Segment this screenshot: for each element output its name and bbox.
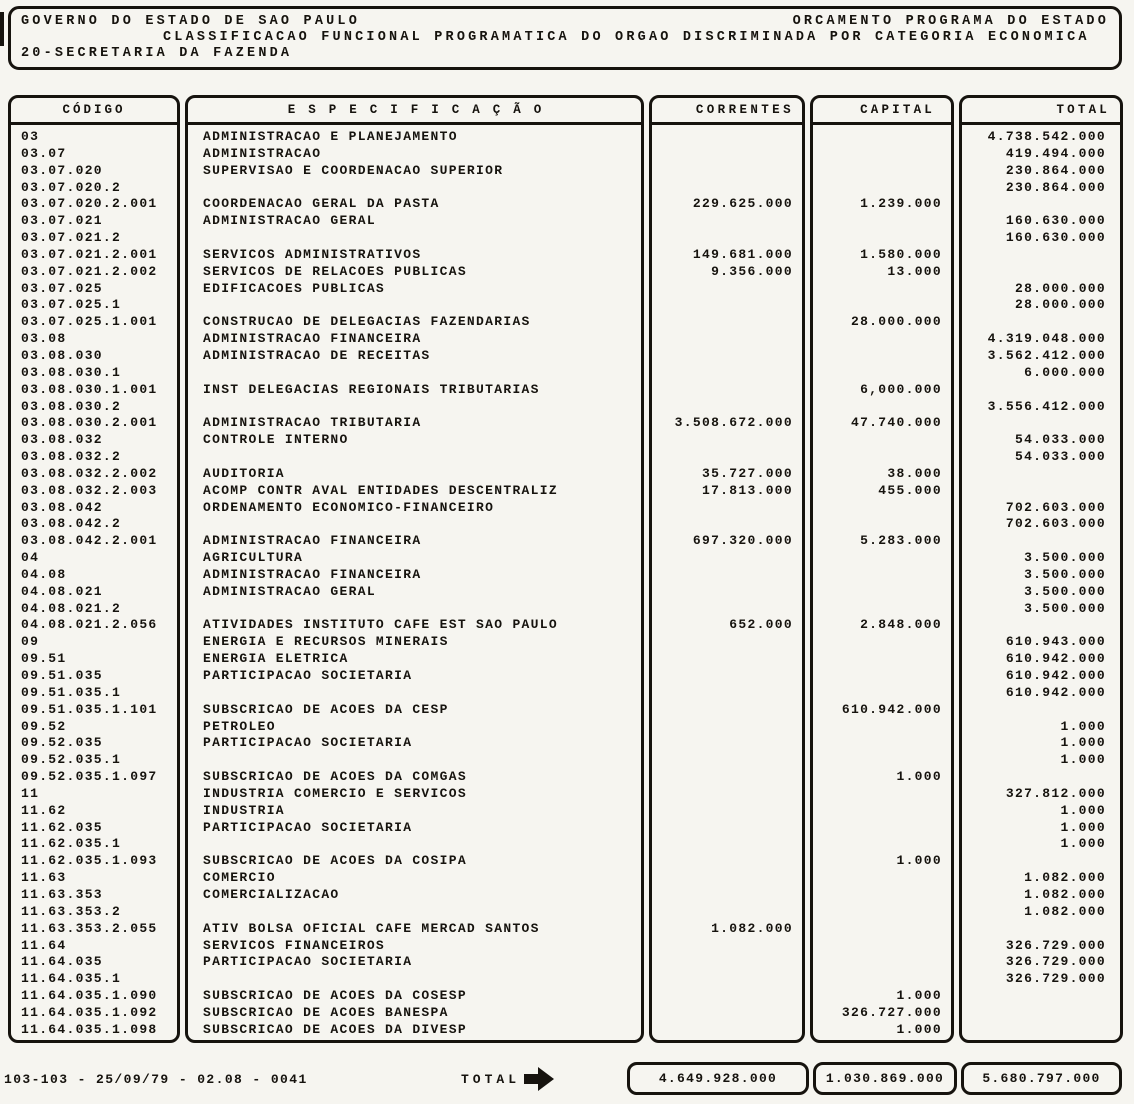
- table-cell-especificacao: [188, 904, 641, 921]
- table-cell-total: 702.603.000: [1005, 499, 1106, 515]
- table-cell-especificacao: ADMINISTRACAO GERAL: [203, 583, 376, 599]
- table-cell-especificacao: INDUSTRIA: [203, 802, 285, 818]
- table-cell-especificacao: [188, 180, 641, 197]
- table-cell-capital: [813, 348, 951, 365]
- table-cell-codigo: 03.08.030.1.001: [21, 381, 158, 397]
- grand-total-overall: 5.680.797.000: [961, 1062, 1122, 1095]
- table-cell-capital: [813, 146, 951, 163]
- document-subtitle: CLASSIFICACAO FUNCIONAL PROGRAMATICA DO ORGAO DISCRIMINADA POR CATEGORIA ECONOMICA: [163, 30, 1090, 45]
- table-cell-especificacao: [188, 836, 641, 853]
- table-cell-capital: 47.740.000: [850, 415, 942, 431]
- table-cell-codigo: 09.51.035.1: [21, 684, 122, 700]
- table-cell-correntes: [652, 230, 802, 247]
- column-header-especificacao: ESPECIFICAÇÃO: [188, 98, 641, 125]
- table-cell-total: 230.864.000: [1005, 179, 1106, 195]
- table-cell-especificacao: SERVICOS ADMINISTRATIVOS: [203, 246, 422, 262]
- table-cell-total: 28.000.000: [1014, 297, 1106, 313]
- table-cell-especificacao: [188, 365, 641, 382]
- table-cell-total: [962, 415, 1120, 432]
- grand-total-correntes: 4.649.928.000: [627, 1062, 809, 1095]
- table-cell-especificacao: SUBSCRICAO DE ACOES DA COSESP: [203, 988, 467, 1004]
- table-cell-especificacao: ADMINISTRACAO TRIBUTARIA: [203, 415, 422, 431]
- table-cell-especificacao: ATIV BOLSA OFICIAL CAFE MERCAD SANTOS: [203, 920, 540, 936]
- table-cell-total: 160.630.000: [1005, 213, 1106, 229]
- table-cell-especificacao: ADMINISTRACAO FINANCEIRA: [203, 533, 422, 549]
- table-cell-especificacao: SUPERVISAO E COORDENACAO SUPERIOR: [203, 162, 504, 178]
- table-cell-capital: [813, 281, 951, 298]
- table-cell-capital: 455.000: [878, 482, 942, 498]
- table-cell-correntes: [652, 163, 802, 180]
- table-cell-total: 1.082.000: [1024, 870, 1106, 886]
- table-cell-total: [962, 702, 1120, 719]
- table-cell-total: 610.942.000: [1005, 684, 1106, 700]
- table-cell-capital: [813, 180, 951, 197]
- right-arrow-icon: [521, 1063, 557, 1095]
- table-cell-total: 610.943.000: [1005, 634, 1106, 650]
- col-body-total: [962, 125, 1120, 1039]
- table-cell-correntes: [652, 584, 802, 601]
- table-cell-correntes: 17.813.000: [701, 482, 793, 498]
- table-cell-correntes: [652, 820, 802, 837]
- table-cell-codigo: 03.07.020: [21, 162, 103, 178]
- table-cell-correntes: [652, 752, 802, 769]
- table-cell-capital: [813, 870, 951, 887]
- column-header-total: TOTAL: [962, 98, 1120, 125]
- table-cell-correntes: [652, 719, 802, 736]
- table-cell-correntes: [652, 314, 802, 331]
- table-cell-correntes: [652, 382, 802, 399]
- table-cell-correntes: [652, 500, 802, 517]
- table-cell-correntes: [652, 988, 802, 1005]
- table-cell-codigo: 04.08: [21, 566, 67, 582]
- table-cell-total: 610.942.000: [1005, 651, 1106, 667]
- table-cell-codigo: 11.62.035: [21, 819, 103, 835]
- table-cell-especificacao: ADMINISTRACAO: [203, 145, 322, 161]
- table-cell-especificacao: COMERCIO: [203, 870, 276, 886]
- column-capital: [810, 95, 954, 1043]
- table-cell-capital: [813, 584, 951, 601]
- total-label: TOTAL: [461, 1072, 521, 1087]
- table-cell-especificacao: SERVICOS FINANCEIROS: [203, 937, 386, 953]
- table-cell-especificacao: PARTICIPACAO SOCIETARIA: [203, 954, 413, 970]
- table-cell-total: 327.812.000: [1005, 785, 1106, 801]
- table-cell-total: [962, 853, 1120, 870]
- table-cell-total: 1.082.000: [1024, 886, 1106, 902]
- table-cell-correntes: [652, 887, 802, 904]
- table-cell-especificacao: ADMINISTRACAO FINANCEIRA: [203, 566, 422, 582]
- table-cell-codigo: 03.07.025: [21, 280, 103, 296]
- document-header: [8, 6, 1122, 70]
- table-cell-codigo: 03.07.025.1.001: [21, 314, 158, 330]
- table-cell-capital: [813, 432, 951, 449]
- table-cell-codigo: 03.08.032.2: [21, 449, 122, 465]
- table-cell-codigo: 11.64.035: [21, 954, 103, 970]
- table-cell-codigo: 04.08.021: [21, 583, 103, 599]
- table-cell-total: 1.000: [1060, 819, 1106, 835]
- table-cell-codigo: 11.63: [21, 870, 67, 886]
- table-cell-capital: [813, 500, 951, 517]
- table-cell-codigo: 03.07.020.2.001: [21, 196, 158, 212]
- table-cell-codigo: 11.62.035.1.093: [21, 853, 158, 869]
- table-cell-total: 28.000.000: [1014, 280, 1106, 296]
- table-cell-especificacao: SUBSCRICAO DE ACOES DA COMGAS: [203, 769, 467, 785]
- table-cell-correntes: [652, 938, 802, 955]
- table-cell-especificacao: AUDITORIA: [203, 465, 285, 481]
- table-cell-correntes: 3.508.672.000: [674, 415, 793, 431]
- table-cell-correntes: [652, 180, 802, 197]
- table-cell-codigo: 03.08.042.2.001: [21, 533, 158, 549]
- table-cell-correntes: [652, 399, 802, 416]
- table-cell-total: [962, 921, 1120, 938]
- table-cell-correntes: [652, 146, 802, 163]
- table-cell-capital: [813, 820, 951, 837]
- table-cell-especificacao: SUBSCRICAO DE ACOES BANESPA: [203, 1004, 449, 1020]
- table-cell-especificacao: CONSTRUCAO DE DELEGACIAS FAZENDARIAS: [203, 314, 531, 330]
- table-cell-total: [962, 1005, 1120, 1022]
- table-cell-total: 1.082.000: [1024, 903, 1106, 919]
- document-footer: [0, 1058, 1134, 1100]
- table-cell-correntes: [652, 954, 802, 971]
- table-cell-capital: [813, 719, 951, 736]
- table-cell-total: 702.603.000: [1005, 516, 1106, 532]
- table-cell-correntes: [652, 1022, 802, 1039]
- table-cell-correntes: [652, 870, 802, 887]
- table-cell-especificacao: [188, 601, 641, 618]
- table-cell-correntes: [652, 567, 802, 584]
- table-cell-especificacao: ADMINISTRACAO GERAL: [203, 213, 376, 229]
- table-cell-total: 610.942.000: [1005, 668, 1106, 683]
- table-cell-codigo: 11.62.035.1: [21, 836, 122, 852]
- table-cell-codigo: 11.62: [21, 802, 67, 818]
- table-cell-codigo: 04.08.021.2: [21, 600, 122, 616]
- table-cell-total: [962, 466, 1120, 483]
- table-cell-codigo: 03.08.032.2.003: [21, 482, 158, 498]
- table-cell-especificacao: ADMINISTRACAO E PLANEJAMENTO: [203, 129, 458, 144]
- column-correntes: [649, 95, 805, 1043]
- table-cell-correntes: 9.356.000: [711, 263, 793, 279]
- table-cell-codigo: 03.07.025.1: [21, 297, 122, 313]
- table-cell-capital: 1.000: [896, 1021, 942, 1037]
- grand-total-capital: 1.030.869.000: [813, 1062, 957, 1095]
- table-cell-total: 3.556.412.000: [987, 398, 1106, 414]
- table-cell-total: 54.033.000: [1014, 432, 1106, 448]
- table-cell-especificacao: ENERGIA ELETRICA: [203, 651, 349, 667]
- table-cell-correntes: 35.727.000: [701, 465, 793, 481]
- table-cell-especificacao: CONTROLE INTERNO: [203, 432, 349, 448]
- table-cell-codigo: 03.08.030: [21, 347, 103, 363]
- table-cell-capital: [813, 752, 951, 769]
- column-codigo: [8, 95, 180, 1043]
- table-cell-especificacao: PARTICIPACAO SOCIETARIA: [203, 668, 413, 683]
- table-cell-codigo: 09.52.035: [21, 735, 103, 751]
- organization-name: 20-SECRETARIA DA FAZENDA: [21, 46, 293, 61]
- table-cell-especificacao: INDUSTRIA COMERCIO E SERVICOS: [203, 785, 467, 801]
- table-cell-correntes: [652, 769, 802, 786]
- table-cell-correntes: [652, 281, 802, 298]
- table-cell-correntes: [652, 348, 802, 365]
- table-cell-codigo: 03.08.030.1: [21, 364, 122, 380]
- table-cell-especificacao: ADMINISTRACAO DE RECEITAS: [203, 347, 431, 363]
- table-cell-especificacao: PARTICIPACAO SOCIETARIA: [203, 735, 413, 751]
- table-cell-capital: [813, 651, 951, 668]
- table-cell-especificacao: ORDENAMENTO ECONOMICO-FINANCEIRO: [203, 499, 495, 515]
- table-cell-correntes: [652, 129, 802, 146]
- table-cell-especificacao: COMERCIALIZACAO: [203, 886, 340, 902]
- table-cell-correntes: [652, 702, 802, 719]
- table-cell-correntes: [652, 331, 802, 348]
- table-cell-especificacao: EDIFICACOES PUBLICAS: [203, 280, 386, 296]
- table-cell-capital: [813, 887, 951, 904]
- table-cell-total: 1.000: [1060, 718, 1106, 734]
- table-cell-capital: 1.239.000: [860, 196, 942, 212]
- table-cell-capital: [813, 735, 951, 752]
- table-cell-capital: [813, 129, 951, 146]
- table-cell-codigo: 03.08.032: [21, 432, 103, 448]
- table-cell-codigo: 03.08: [21, 331, 67, 347]
- table-cell-codigo: 03: [21, 129, 40, 144]
- table-cell-total: [962, 1022, 1120, 1039]
- table-cell-capital: 5.283.000: [860, 533, 942, 549]
- table-cell-codigo: 09.51.035: [21, 668, 103, 683]
- table-cell-codigo: 11.63.353: [21, 886, 103, 902]
- table-cell-especificacao: [188, 399, 641, 416]
- table-cell-capital: [813, 213, 951, 230]
- table-cell-correntes: [652, 297, 802, 314]
- table-cell-capital: [813, 904, 951, 921]
- table-cell-capital: [813, 331, 951, 348]
- table-cell-codigo: 03.08.032.2.002: [21, 465, 158, 481]
- table-cell-codigo: 09.52: [21, 718, 67, 734]
- table-cell-capital: [813, 365, 951, 382]
- table-cell-correntes: [652, 786, 802, 803]
- table-cell-codigo: 03.08.030.2: [21, 398, 122, 414]
- table-cell-correntes: 652.000: [729, 617, 793, 633]
- column-header-correntes: CORRENTES: [652, 98, 802, 125]
- table-cell-especificacao: AGRICULTURA: [203, 550, 304, 566]
- table-cell-correntes: [652, 432, 802, 449]
- table-cell-capital: [813, 836, 951, 853]
- table-cell-codigo: 04: [21, 550, 40, 566]
- table-cell-especificacao: [188, 752, 641, 769]
- table-cell-codigo: 03.08.042.2: [21, 516, 122, 532]
- table-cell-capital: 1.580.000: [860, 246, 942, 262]
- table-cell-total: 4.319.048.000: [987, 331, 1106, 347]
- table-cell-codigo: 03.07: [21, 145, 67, 161]
- table-cell-total: 4.738.542.000: [987, 129, 1106, 144]
- table-cell-capital: [813, 921, 951, 938]
- table-cell-codigo: 03.07.021: [21, 213, 103, 229]
- table-cell-capital: [813, 786, 951, 803]
- table-cell-correntes: [652, 803, 802, 820]
- table-cell-correntes: 697.320.000: [692, 533, 793, 549]
- table-cell-correntes: [652, 836, 802, 853]
- column-especificacao: [185, 95, 644, 1043]
- table-cell-total: 3.500.000: [1024, 566, 1106, 582]
- table-cell-correntes: 149.681.000: [692, 246, 793, 262]
- table-cell-codigo: 03.07.021.2: [21, 230, 122, 246]
- table-cell-capital: [813, 516, 951, 533]
- table-cell-especificacao: ENERGIA E RECURSOS MINERAIS: [203, 634, 449, 650]
- table-cell-capital: 28.000.000: [850, 314, 942, 330]
- table-cell-codigo: 03.07.020.2: [21, 179, 122, 195]
- col-body-capital: [813, 125, 951, 1039]
- table-cell-capital: [813, 297, 951, 314]
- table-cell-especificacao: SUBSCRICAO DE ACOES DA DIVESP: [203, 1021, 467, 1037]
- table-cell-capital: [813, 803, 951, 820]
- table-cell-capital: [813, 399, 951, 416]
- table-cell-codigo: 11: [21, 785, 40, 801]
- table-cell-codigo: 04.08.021.2.056: [21, 617, 158, 633]
- table-cell-total: [962, 769, 1120, 786]
- table-cell-especificacao: [188, 449, 641, 466]
- table-cell-total: 326.729.000: [1005, 954, 1106, 970]
- table-cell-correntes: [652, 601, 802, 618]
- table-cell-capital: [813, 668, 951, 685]
- table-cell-total: 230.864.000: [1005, 162, 1106, 178]
- table-cell-especificacao: SERVICOS DE RELACOES PUBLICAS: [203, 263, 467, 279]
- table-cell-correntes: [652, 365, 802, 382]
- table-cell-total: [962, 988, 1120, 1005]
- table-cell-capital: 1.000: [896, 853, 942, 869]
- table-cell-capital: 13.000: [887, 263, 942, 279]
- table-cell-codigo: 11.64.035.1.090: [21, 988, 158, 1004]
- table-cell-correntes: [652, 449, 802, 466]
- table-cell-correntes: [652, 853, 802, 870]
- table-cell-codigo: 09: [21, 634, 40, 650]
- col-body-codigo: [11, 125, 177, 1039]
- table-cell-total: 54.033.000: [1014, 449, 1106, 465]
- table-cell-correntes: [652, 735, 802, 752]
- table-cell-capital: 6,000.000: [860, 381, 942, 397]
- col-body-especificacao: [188, 125, 641, 1039]
- table-cell-codigo: 11.64: [21, 937, 67, 953]
- table-cell-especificacao: SUBSCRICAO DE ACOES DA CESP: [203, 701, 449, 717]
- table-cell-total: 3.500.000: [1024, 550, 1106, 566]
- table-cell-especificacao: ATIVIDADES INSTITUTO CAFE EST SAO PAULO: [203, 617, 558, 633]
- table-cell-codigo: 09.51.035.1.101: [21, 701, 158, 717]
- table-cell-total: [962, 483, 1120, 500]
- table-cell-total: 6.000.000: [1024, 364, 1106, 380]
- table-cell-total: [962, 533, 1120, 550]
- table-cell-capital: [813, 550, 951, 567]
- table-cell-total: 160.630.000: [1005, 230, 1106, 246]
- table-cell-total: [962, 247, 1120, 264]
- table-cell-codigo: 09.51: [21, 651, 67, 667]
- table-cell-capital: [813, 567, 951, 584]
- table-cell-correntes: 229.625.000: [692, 196, 793, 212]
- table-cell-correntes: 1.082.000: [711, 920, 793, 936]
- table-cell-especificacao: [188, 685, 641, 702]
- table-cell-correntes: [652, 1005, 802, 1022]
- table-cell-total: 1.000: [1060, 802, 1106, 818]
- table-cell-especificacao: ADMINISTRACAO FINANCEIRA: [203, 331, 422, 347]
- table-cell-total: 3.562.412.000: [987, 347, 1106, 363]
- table-cell-total: 1.000: [1060, 752, 1106, 768]
- column-header-capital: CAPITAL: [813, 98, 951, 125]
- table-cell-capital: [813, 685, 951, 702]
- table-cell-total: 3.500.000: [1024, 583, 1106, 599]
- table-cell-total: [962, 314, 1120, 331]
- table-cell-total: 326.729.000: [1005, 971, 1106, 987]
- table-cell-especificacao: COORDENACAO GERAL DA PASTA: [203, 196, 440, 212]
- column-header-codigo: CÓDIGO: [11, 98, 177, 125]
- table-cell-especificacao: [188, 516, 641, 533]
- table-cell-especificacao: [188, 230, 641, 247]
- table-cell-correntes: [652, 550, 802, 567]
- table-cell-codigo: 03.08.030.2.001: [21, 415, 158, 431]
- table-cell-capital: 1.000: [896, 769, 942, 785]
- table-cell-especificacao: INST DELEGACIAS REGIONAIS TRIBUTARIAS: [203, 381, 540, 397]
- table-cell-total: [962, 264, 1120, 281]
- government-title: GOVERNO DO ESTADO DE SAO PAULO: [21, 14, 361, 29]
- table-cell-especificacao: [188, 297, 641, 314]
- scan-artifact: [0, 12, 4, 46]
- table-cell-capital: [813, 163, 951, 180]
- table-cell-capital: 38.000: [887, 465, 942, 481]
- footer-reference: 103-103 - 25/09/79 - 02.08 - 0041: [4, 1072, 308, 1087]
- table-cell-correntes: [652, 971, 802, 988]
- table-cell-capital: [813, 938, 951, 955]
- table-cell-total: [962, 382, 1120, 399]
- table-cell-capital: [813, 449, 951, 466]
- table-cell-capital: [813, 601, 951, 618]
- table-cell-codigo: 11.64.035.1.098: [21, 1021, 158, 1037]
- table-cell-total: 3.500.000: [1024, 600, 1106, 616]
- table-cell-codigo: 11.63.353.2: [21, 903, 122, 919]
- table-cell-codigo: 11.63.353.2.055: [21, 920, 158, 936]
- column-total: [959, 95, 1123, 1043]
- table-cell-codigo: 03.07.021.2.001: [21, 246, 158, 262]
- table-cell-total: 1.000: [1060, 735, 1106, 751]
- table-cell-especificacao: PARTICIPACAO SOCIETARIA: [203, 819, 413, 835]
- table-cell-codigo: 09.52.035.1: [21, 752, 122, 768]
- table-cell-capital: [813, 634, 951, 651]
- table-cell-total: 326.729.000: [1005, 937, 1106, 953]
- table-cell-codigo: 11.64.035.1.092: [21, 1004, 158, 1020]
- table-cell-correntes: [652, 651, 802, 668]
- table-cell-correntes: [652, 685, 802, 702]
- table-cell-especificacao: PETROLEO: [203, 718, 276, 734]
- table-cell-correntes: [652, 634, 802, 651]
- table-cell-correntes: [652, 904, 802, 921]
- table-cell-codigo: 03.08.042: [21, 499, 103, 515]
- table-cell-correntes: [652, 668, 802, 685]
- table-cell-correntes: [652, 213, 802, 230]
- table-cell-codigo: 09.52.035.1.097: [21, 769, 158, 785]
- table-cell-capital: 2.848.000: [860, 617, 942, 633]
- table-cell-total: 419.494.000: [1005, 145, 1106, 161]
- table-cell-codigo: 03.07.021.2.002: [21, 263, 158, 279]
- table-cell-correntes: [652, 516, 802, 533]
- table-cell-capital: [813, 971, 951, 988]
- budget-table: [8, 95, 1123, 1043]
- table-cell-capital: [813, 230, 951, 247]
- table-cell-especificacao: ACOMP CONTR AVAL ENTIDADES DESCENTRALIZ: [203, 482, 558, 498]
- table-cell-total: [962, 617, 1120, 634]
- table-cell-total: [962, 196, 1120, 213]
- table-cell-capital: [813, 954, 951, 971]
- table-cell-capital: 610.942.000: [841, 701, 942, 717]
- table-cell-codigo: 11.64.035.1: [21, 971, 122, 987]
- table-cell-especificacao: SUBSCRICAO DE ACOES DA COSIPA: [203, 853, 467, 869]
- col-body-correntes: [652, 125, 802, 1039]
- table-cell-especificacao: [188, 971, 641, 988]
- table-cell-capital: 326.727.000: [841, 1004, 942, 1020]
- table-cell-total: 1.000: [1060, 836, 1106, 852]
- budget-program-title: ORCAMENTO PROGRAMA DO ESTADO: [792, 14, 1109, 29]
- table-cell-capital: 1.000: [896, 988, 942, 1004]
